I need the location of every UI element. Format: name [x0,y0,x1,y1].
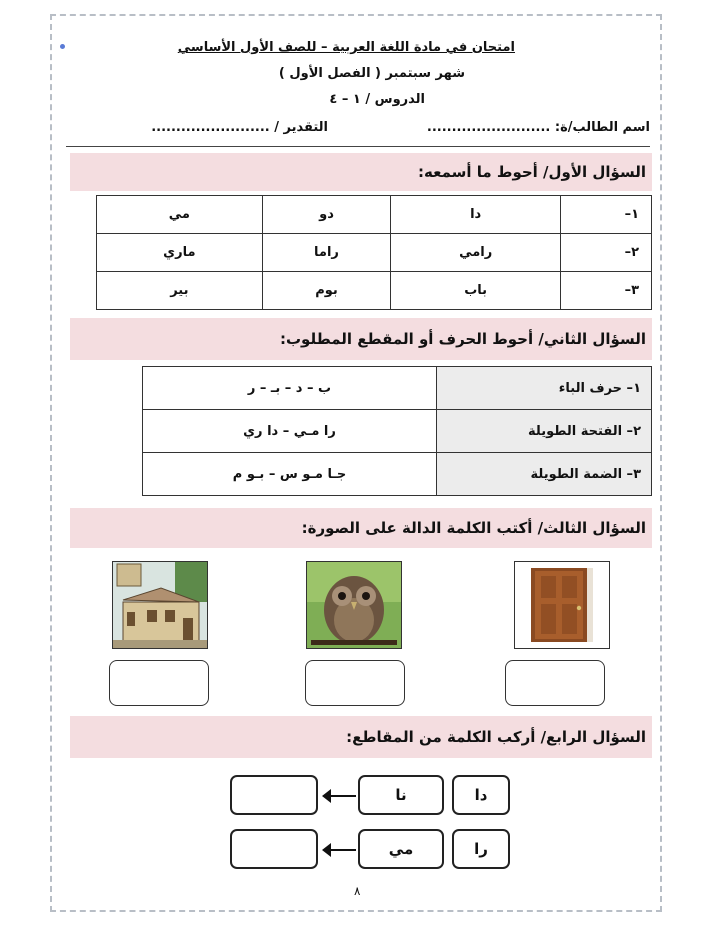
door-answer-box[interactable] [505,660,605,706]
syllable-option[interactable]: بير [97,272,263,310]
question-label: ٢– الفتحة الطويلة [437,410,652,453]
answer-options[interactable]: را مـي – دا ري [143,410,437,453]
table-row [97,272,652,310]
table-row [143,453,652,496]
door-image [514,561,610,649]
question-2-title: السؤال الثاني/ أحوط الحرف أو المقطع المطلوب: [70,318,652,360]
question-1-title: السؤال الأول/ أحوط ما أسمعه: [70,153,652,191]
owl-image [306,561,402,649]
house-answer-box[interactable] [109,660,209,706]
exam-title: امتحان في مادة اللغة العربية – للصف الأول الأساسي [177,40,515,55]
question-label: ١– حرف الباء [437,367,652,410]
table-row [97,234,652,272]
row-number: ٣– [561,272,652,310]
word-answer-box[interactable] [230,775,318,815]
syllable-option[interactable]: باب [391,272,561,310]
syllable-option[interactable]: رامي [391,234,561,272]
grade-field[interactable]: التقدير / ........................ [151,120,328,135]
syllable-option[interactable]: مي [97,196,263,234]
row-number: ١– [561,196,652,234]
house-image [112,561,208,649]
question-1-table [96,195,652,310]
syllable-option[interactable]: دو [262,196,391,234]
syllable-box-first: را [452,829,510,869]
header-divider [66,146,650,147]
arrow-left-icon [324,849,356,851]
syllable-box-second: مي [358,829,444,869]
word-answer-box[interactable] [230,829,318,869]
question-4-title: السؤال الرابع/ أركب الكلمة من المقاطع: [70,716,652,758]
exam-month: شهر سبتمبر ( الفصل الأول ) [278,66,465,81]
table-row [143,410,652,453]
syllable-option[interactable]: بوم [262,272,391,310]
syllable-box-second: نا [358,775,444,815]
table-row [97,196,652,234]
syllable-box-first: دا [452,775,510,815]
question-2-table [142,366,652,496]
exam-lessons: الدروس / ١ – ٤ [329,92,425,107]
student-info [60,120,650,138]
corner-dot [60,44,65,49]
answer-options[interactable]: جـا مـو س – بـو م [143,453,437,496]
syllable-option[interactable]: راما [262,234,391,272]
owl-answer-box[interactable] [305,660,405,706]
question-label: ٣– الضمة الطويلة [437,453,652,496]
page-number: ٨ [354,884,361,898]
table-row [143,367,652,410]
syllable-option[interactable]: دا [391,196,561,234]
student-name-field[interactable]: اسم الطالب/ة: ......................... [426,120,650,135]
answer-options[interactable]: ب – د – بـ – ر [143,367,437,410]
question-3-title: السؤال الثالث/ أكتب الكلمة الدالة على الصورة: [70,508,652,548]
row-number: ٢– [561,234,652,272]
arrow-left-icon [324,795,356,797]
syllable-option[interactable]: ماري [97,234,263,272]
